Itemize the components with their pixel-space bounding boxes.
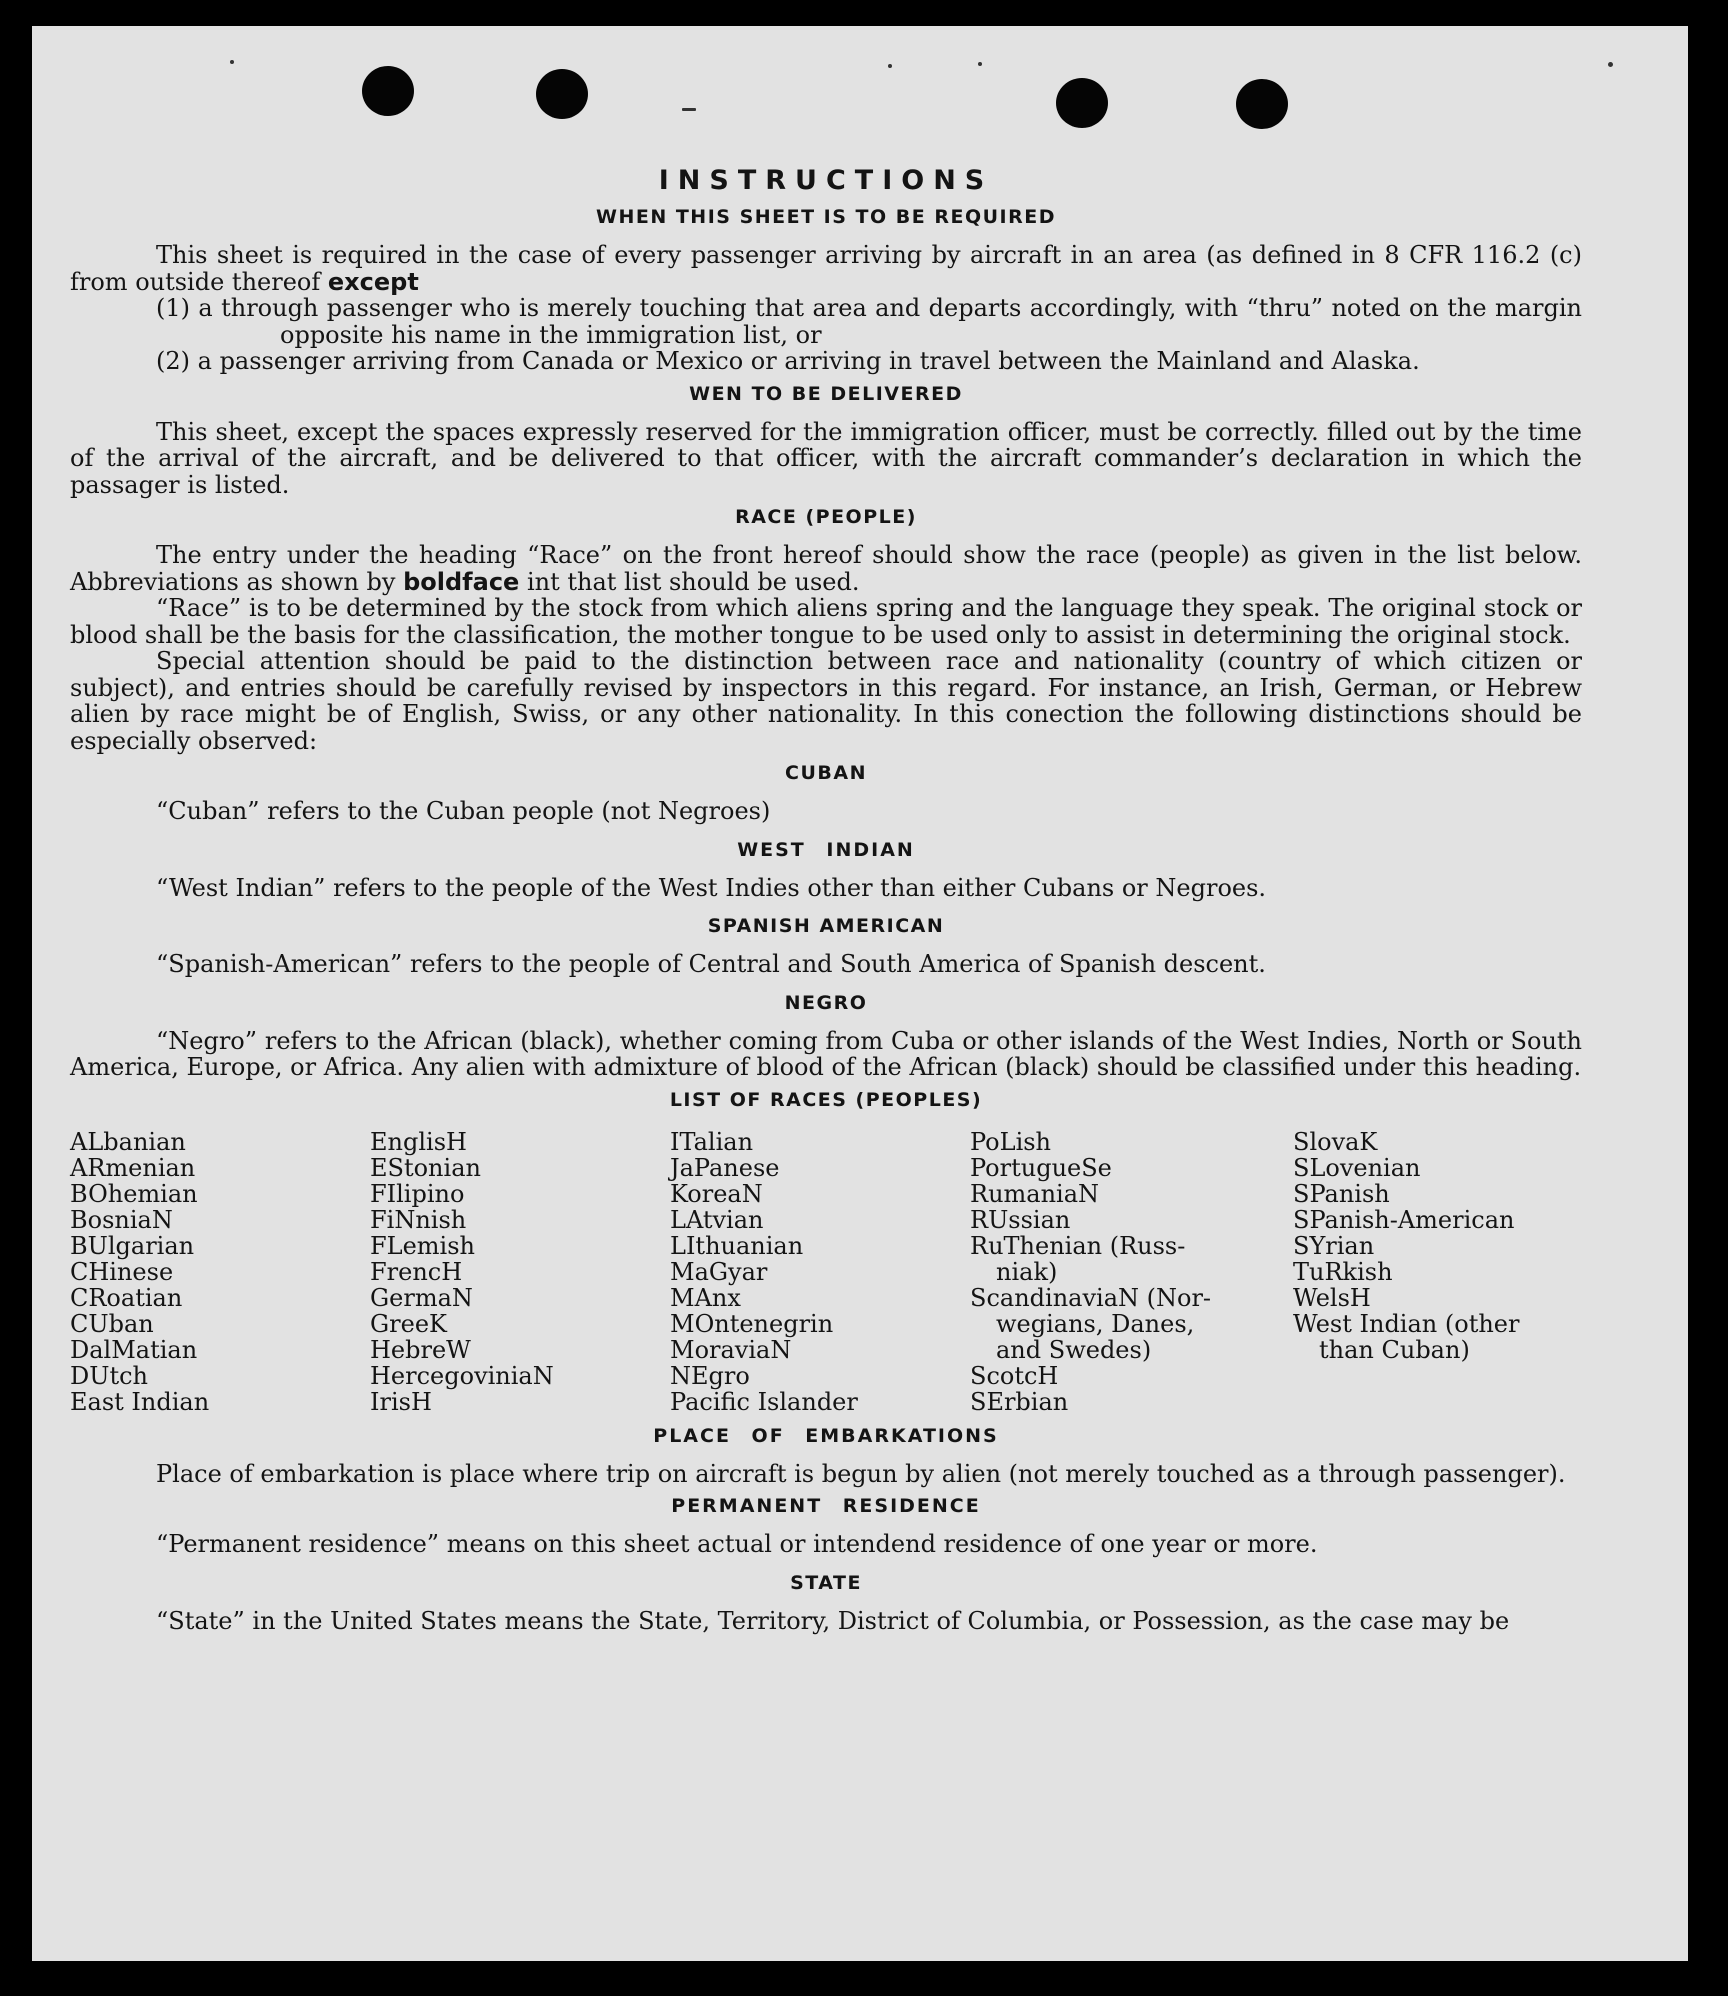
- race-item: ALbanian: [70, 1127, 186, 1156]
- heading-west-indian: WEST INDIAN: [737, 838, 915, 861]
- races-column-2: [370, 1129, 670, 1415]
- race-item: MOntenegrin: [670, 1309, 834, 1338]
- heading-when-required: WHEN THIS SHEET IS TO BE REQUIRED: [595, 206, 1056, 228]
- race-paragraph-3: Special attention should be paid to the distinction between race and nationality (country of which citizen or subject), and entries should be carefully revised by inspectors in this regard. For instance, an Irish, German, or Hebrew alien by race might be of English, Swiss, or any other nationality. In this conection the following distinctions should be especially observed:: [70, 647, 1582, 755]
- race-item: MoraviaN: [670, 1335, 792, 1364]
- race-paragraph-2: “Race” is to be determined by the stock from which aliens spring and the language they speak. The original stock or blood shall be the basis for the classification, the mother tongue to be used only to assist in determining the original stock.: [70, 594, 1582, 649]
- punch-hole: [1236, 79, 1288, 129]
- page-title: INSTRUCTIONS: [658, 165, 994, 196]
- race-item: DalMatian: [70, 1335, 198, 1364]
- race-item: DUtch: [70, 1361, 149, 1390]
- race-item: SErbian: [970, 1387, 1069, 1416]
- race-item: IrisH: [370, 1387, 432, 1416]
- dust-speck: [230, 60, 234, 64]
- race-item: HebreW: [370, 1335, 471, 1364]
- race-item: ScotcH: [970, 1361, 1059, 1390]
- races-column-4: [970, 1129, 1293, 1415]
- boldface-keyword: boldface: [403, 567, 520, 596]
- residence-definition: “Permanent residence” means on this sheet actual or intendend residence of one year or more.: [156, 1530, 1318, 1558]
- race-item: FIlipino: [370, 1179, 465, 1208]
- race-item: SPanish-American: [1293, 1205, 1515, 1234]
- race-item: SlovaK: [1293, 1127, 1378, 1156]
- dust-speck: [682, 108, 696, 111]
- race-item: ARmenian: [70, 1153, 196, 1182]
- race-item: BUlgarian: [70, 1231, 195, 1260]
- race-item: MaGyar: [670, 1257, 768, 1286]
- race-item: CUban: [70, 1309, 154, 1338]
- heading-race: RACE (PEOPLE): [735, 506, 917, 528]
- race-item: TuRkish: [1293, 1257, 1393, 1286]
- race-item: CHinese: [70, 1257, 174, 1286]
- race-item: MAnx: [670, 1283, 741, 1312]
- dust-speck: [1608, 62, 1613, 67]
- race-item: EStonian: [370, 1153, 481, 1182]
- race-item: East Indian: [70, 1387, 210, 1416]
- race-item: GermaN: [370, 1283, 473, 1312]
- race-item: CRoatian: [70, 1283, 183, 1312]
- race-item: JaPanese: [670, 1153, 780, 1182]
- state-definition: “State” in the United States means the State, Territory, District of Columbia, or Possession, as the case may be: [156, 1606, 1510, 1635]
- race-item: BosniaN: [70, 1205, 173, 1234]
- embarkation-definition: Place of embarkation is place where trip on aircraft is begun by alien (not merely touched as a through passenger).: [156, 1459, 1566, 1488]
- race-item: PoLish: [970, 1127, 1052, 1156]
- heading-place-of-embarkation: PLACE OF EMBARKATIONS: [653, 1424, 999, 1447]
- race-item: PortugueSe: [970, 1153, 1112, 1182]
- cuban-definition: “Cuban” refers to the Cuban people (not Negroes): [156, 797, 771, 825]
- heading-spanish-american: SPANISH AMERICAN: [707, 915, 945, 937]
- except-keyword: except: [327, 267, 419, 296]
- race-item: RUssian: [970, 1205, 1071, 1234]
- race-item: EnglisH: [370, 1127, 467, 1156]
- race-item: Pacific Islander: [670, 1387, 858, 1416]
- race-item: RuThenian (Russ-: [970, 1231, 1186, 1260]
- heading-cuban: CUBAN: [785, 762, 867, 784]
- race-item: SLovenian: [1293, 1153, 1421, 1182]
- heading-list-of-races: LIST OF RACES (PEOPLES): [669, 1088, 983, 1111]
- dust-speck: [978, 62, 982, 66]
- heading-permanent-residence: PERMANENT RESIDENCE: [671, 1495, 981, 1517]
- race-item-continuation: wegians, Danes,: [996, 1309, 1195, 1338]
- exception-item-2: (2) a passenger arriving from Canada or Mexico or arriving in travel between the Mainland and Alaska.: [156, 347, 1420, 375]
- races-column-3: [670, 1129, 970, 1415]
- race-item: LIthuanian: [670, 1231, 804, 1260]
- punch-hole: [1056, 78, 1108, 128]
- negro-definition: “Negro” refers to the African (black), whether coming from Cuba or other islands of the West Indies, North or South America, Europe, or Africa. Any alien with admixture of blood of the African (black) should be classified under this heading.: [70, 1026, 1582, 1081]
- race-item: LAtvian: [670, 1205, 764, 1234]
- race-item: FiNnish: [370, 1205, 467, 1234]
- dust-speck: [888, 64, 892, 68]
- race-item: SYrian: [1293, 1231, 1375, 1260]
- race-item: SPanish: [1293, 1179, 1390, 1208]
- race-item-continuation: and Swedes): [996, 1335, 1152, 1364]
- spanish-american-definition: “Spanish-American” refers to the people of Central and South America of Spanish descent.: [156, 950, 1266, 978]
- race-item: West Indian (other: [1293, 1309, 1520, 1338]
- races-list: [70, 1129, 1582, 1415]
- punch-hole: [362, 66, 414, 116]
- heading-state: STATE: [790, 1571, 862, 1594]
- race-item: BOhemian: [70, 1179, 198, 1208]
- when-required-intro: This sheet is required in the case of every passenger arriving by aircraft in an area (as defined in 8 CFR 116.2 (c) from outside thereof except: [70, 241, 1582, 296]
- race-item: FrencH: [370, 1257, 463, 1286]
- west-indian-definition: “West Indian” refers to the people of the West Indies other than either Cubans or Negroes.: [156, 873, 1267, 902]
- race-item: WelsH: [1293, 1283, 1371, 1312]
- race-item: ITalian: [670, 1127, 754, 1156]
- race-item-continuation: than Cuban): [1319, 1335, 1470, 1364]
- race-item: FLemish: [370, 1231, 475, 1260]
- race-item: ScandinaviaN (Nor-: [970, 1283, 1212, 1312]
- document-sheet: [32, 26, 1688, 1961]
- races-column-5: [1293, 1129, 1582, 1415]
- races-column-1: [70, 1129, 370, 1415]
- heading-when-delivered: WEN TO BE DELIVERED: [689, 382, 963, 405]
- when-delivered-text: This sheet, except the spaces expressly reserved for the immigration officer, must be correctly. filled out by the time of the arrival of the aircraft, and be delivered to that officer, with the aircraft commander’s declaration in which the passager is listed.: [70, 417, 1582, 499]
- heading-negro: NEGRO: [784, 991, 868, 1014]
- race-item: GreeK: [370, 1309, 447, 1338]
- race-item: RumaniaN: [970, 1179, 1100, 1208]
- race-item: HercegoviniaN: [370, 1361, 554, 1390]
- punch-hole: [536, 69, 588, 119]
- instructions-content: [70, 164, 1582, 1634]
- race-paragraph-1: The entry under the heading “Race” on the front hereof should show the race (people) as given in the list below. Abbreviations as shown by boldface int that list should be used.: [70, 541, 1582, 596]
- exception-item-1: (1) a through passenger who is merely touching that area and departs accordingly, with “thru” noted on the margin opposite his name in the immigration list, or: [156, 294, 1582, 349]
- race-item: NEgro: [670, 1361, 750, 1390]
- race-item-continuation: niak): [996, 1257, 1058, 1286]
- race-item: KoreaN: [670, 1179, 763, 1208]
